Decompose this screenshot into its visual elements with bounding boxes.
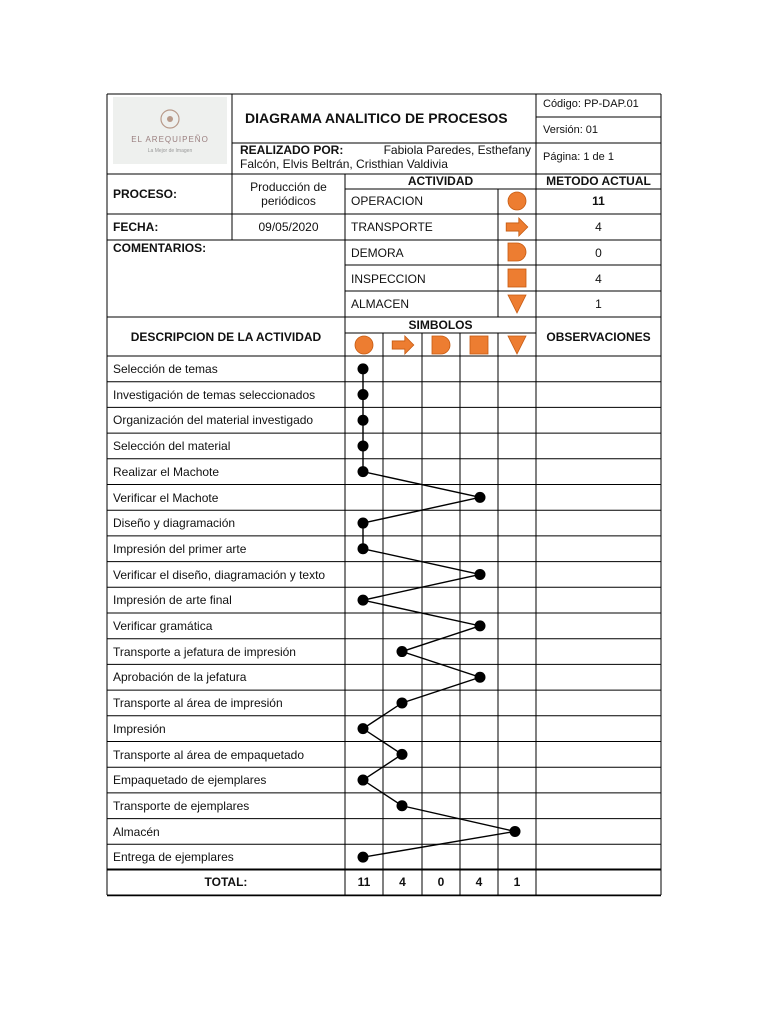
- proceso-value-line1: Producción de: [250, 180, 327, 194]
- author-label: REALIZADO POR:: [240, 143, 344, 157]
- summary-label-demora: DEMORA: [351, 246, 404, 260]
- summary-label-almacen: ALMACEN: [351, 297, 410, 311]
- total-demora: 0: [437, 875, 445, 889]
- summary-count-operacion: 11: [592, 194, 605, 208]
- activity-description: Transporte a jefatura de impresión: [113, 644, 296, 659]
- activity-description: Entrega de ejemplares: [113, 850, 234, 865]
- activity-description: Aprobación de la jefatura: [113, 670, 247, 685]
- observaciones-header: OBSERVACIONES: [546, 330, 651, 344]
- flow-step-dot: [397, 800, 408, 811]
- transport-arrow-icon: [392, 336, 414, 354]
- activity-description: Impresión: [113, 721, 166, 736]
- descripcion-header: DESCRIPCION DE LA ACTIVIDAD: [130, 330, 322, 344]
- author-names-2: Falcón, Elvis Beltrán, Cristhian Valdivia: [240, 157, 448, 171]
- flow-step-dot: [397, 697, 408, 708]
- flow-step-dot: [397, 749, 408, 760]
- activity-description: Empaquetado de ejemplares: [113, 773, 267, 788]
- activity-description: Impresión de arte final: [113, 593, 232, 608]
- summary-count-inspeccion: 4: [595, 272, 602, 286]
- author-names-1: Fabiola Paredes, Esthefany: [383, 143, 531, 157]
- document-title: DIAGRAMA ANALITICO DE PROCESOS: [245, 110, 508, 126]
- activity-description: Selección de temas: [113, 362, 218, 376]
- flow-step-dot: [358, 595, 369, 606]
- flow-step-dot: [358, 466, 369, 477]
- flow-step-dot: [397, 646, 408, 657]
- inspection-square-icon: [470, 336, 488, 354]
- activity-description: Transporte al área de empaquetado: [113, 747, 305, 762]
- delay-d-icon: [432, 336, 450, 354]
- summary-count-almacen: 1: [595, 297, 602, 311]
- flow-step-dot: [358, 518, 369, 529]
- total-operacion: 11: [357, 875, 371, 889]
- flow-step-dot: [475, 620, 486, 631]
- logo-tagline: La Mejor de Imagen: [147, 148, 193, 154]
- flow-step-dot: [358, 852, 369, 863]
- activity-description: Verificar gramática: [113, 619, 213, 633]
- metodo-header: METODO ACTUAL: [546, 174, 651, 188]
- activity-description: Organización del material investigado: [113, 413, 314, 428]
- document-page: Página: 1 de 1: [543, 151, 614, 163]
- author-line: [240, 143, 531, 171]
- activity-description: Realizar el Machote: [113, 464, 220, 479]
- simbolos-header: SIMBOLOS: [408, 318, 473, 332]
- fecha-value: 09/05/2020: [258, 220, 319, 234]
- flow-step-dot: [358, 723, 369, 734]
- flow-step-dot: [475, 672, 486, 683]
- activity-description: Diseño y diagramación: [113, 516, 236, 531]
- transport-arrow-icon: [506, 218, 528, 236]
- storage-triangle-icon: [508, 336, 526, 354]
- summary-count-demora: 0: [595, 246, 602, 260]
- flow-step-dot: [358, 543, 369, 554]
- total-almacen: 1: [513, 875, 521, 889]
- proceso-label: PROCESO:: [113, 187, 178, 201]
- activity-description: Investigación de temas seleccionados: [113, 387, 316, 402]
- flow-step-dot: [358, 440, 369, 451]
- logo-brand: EL AREQUIPEÑO: [131, 135, 209, 144]
- fecha-label: FECHA:: [113, 220, 159, 234]
- activity-description: Verificar el diseño, diagramación y texto: [113, 567, 326, 582]
- total-label: TOTAL:: [204, 875, 248, 889]
- total-inspeccion: 4: [475, 875, 483, 889]
- flow-step-dot: [358, 389, 369, 400]
- summary-count-transporte: 4: [595, 220, 602, 234]
- proceso-value-line2: periódicos: [261, 194, 316, 208]
- actividad-header: ACTIVIDAD: [407, 174, 474, 188]
- proceso-value: [232, 180, 345, 208]
- activity-description: Selección del material: [113, 439, 231, 454]
- comentarios-label: COMENTARIOS:: [113, 241, 207, 255]
- summary-label-inspeccion: INSPECCION: [351, 272, 426, 286]
- delay-d-icon: [508, 243, 526, 261]
- summary-label-transporte: TRANSPORTE: [351, 220, 433, 234]
- document-code: Código: PP-DAP.01: [543, 98, 639, 110]
- activity-description: Impresión del primer arte: [113, 541, 247, 556]
- flow-step-dot: [475, 492, 486, 503]
- flow-step-dot: [358, 775, 369, 786]
- activity-description: Transporte al área de impresión: [113, 696, 283, 711]
- operation-circle-icon: [508, 192, 526, 210]
- operation-circle-icon: [355, 336, 373, 354]
- total-transporte: 4: [399, 875, 406, 889]
- storage-triangle-icon: [508, 295, 526, 313]
- activity-description: Verificar el Machote: [113, 490, 219, 505]
- company-logo: [113, 97, 227, 164]
- summary-label-operacion: OPERACION: [351, 194, 424, 208]
- activity-description: Almacén: [113, 824, 160, 839]
- document-version: Versión: 01: [543, 124, 599, 136]
- flow-step-dot: [510, 826, 521, 837]
- flow-step-dot: [475, 569, 486, 580]
- inspection-square-icon: [508, 269, 526, 287]
- activity-description: Transporte de ejemplares: [113, 798, 250, 813]
- flow-step-dot: [358, 363, 369, 374]
- flow-step-dot: [358, 415, 369, 426]
